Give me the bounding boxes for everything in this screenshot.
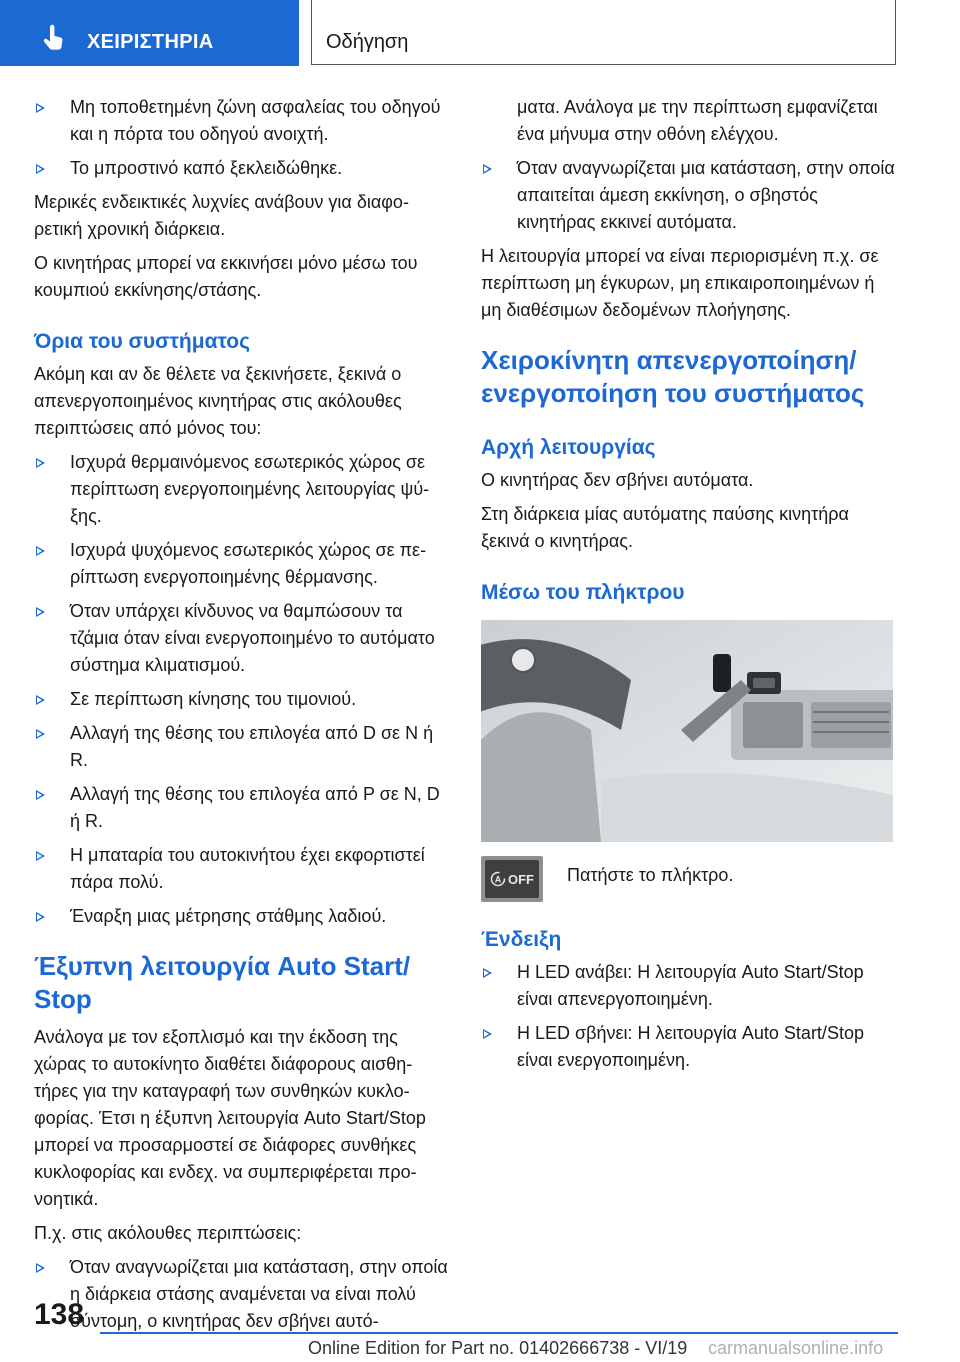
- paragraph: Η λειτουργία μπορεί να είναι περιορισμένη π.χ. σε περίπτωση μη έγκυρων, μη επικαιροποιημένων ή μη διαθέσιμων δεδομένων πλοήγησης.: [481, 246, 879, 320]
- bullet-arrow-icon: [36, 546, 45, 556]
- list-item-text: Όταν υπάρχει κίνδυνος να θαμπώσουν τα τζάμια όταν είναι ενεργοποιημένο το αυτόματο σύστημα κλιματισμού.: [70, 601, 435, 675]
- list-item-text: Αλλαγή της θέσης του επιλογέα από D σε N ή R.: [70, 723, 434, 770]
- list-item-text: Ισχυρά θερμαινόμενος εσωτερικός χώρος σε περίπτωση ενεργοποιημένης λειτουργίας ψύξης.: [70, 452, 430, 526]
- section-title: Οδήγηση: [326, 31, 409, 53]
- list-item: [34, 781, 450, 835]
- bullet-arrow-icon: [36, 164, 45, 174]
- list-item-text: Η LED σβήνει: Η λειτουργία Auto Start/Stop είναι ενεργοποιημένη.: [517, 1023, 864, 1070]
- bullet-arrow-icon: [36, 1263, 45, 1273]
- paragraph: Στη διάρκεια μίας αυτόματης παύσης κινητήρα ξεκινά ο κινητήρας.: [481, 504, 849, 551]
- auto-start-stop-button[interactable]: [481, 856, 543, 902]
- list-item: [34, 842, 450, 896]
- heading-manual-toggle: Χειροκίνητη απενεργοποίηση/ ενεργοποίηση του συστήματος: [481, 345, 865, 408]
- heading-indicator: Ένδειξη: [481, 928, 562, 951]
- right-column: [481, 94, 899, 1081]
- list-item-text: Ισχυρά ψυχόμενος εσωτερικός χώρος σε περίπτωση ενεργοποιημένης θέρμανσης.: [70, 540, 427, 587]
- list-item: [34, 1254, 450, 1335]
- list-item-text: Το μπροστινό καπό ξεκλειδώθηκε.: [70, 158, 343, 178]
- list-item: [34, 903, 450, 930]
- page-number: 138: [34, 1298, 85, 1331]
- hand-pointer-icon: [40, 24, 68, 52]
- section-header: [311, 0, 896, 65]
- footer-divider: [100, 1332, 898, 1334]
- list-item: [34, 720, 450, 774]
- list-item-text: Αλλαγή της θέσης του επιλογέα από P σε N, D ή R.: [70, 784, 440, 831]
- list-item: [34, 686, 450, 713]
- bullet-arrow-icon: [483, 164, 492, 174]
- bullet-arrow-icon: [36, 607, 45, 617]
- bullet-arrow-icon: [36, 912, 45, 922]
- auto-start-stop-icon: [490, 871, 506, 887]
- bullet-arrow-icon: [36, 851, 45, 861]
- list-item: [481, 959, 899, 1013]
- list-item-text: Όταν αναγνωρίζεται μια κατάσταση, στην οποία η διάρκεια στάσης αναμένεται να είναι πολύ σύντομη, ο κινητήρας δεν σβήνει αυτό-: [70, 1257, 448, 1331]
- list-item: [34, 94, 450, 148]
- button-row: [481, 856, 899, 902]
- bullet-arrow-icon: [36, 729, 45, 739]
- list-item-text: Όταν αναγνωρίζεται μια κατάσταση, στην οποία απαιτείται άμεση εκκίνηση, ο σβηστός κινητήρας εκκινεί αυτόματα.: [517, 158, 895, 232]
- list-item-text: Έναρξη μιας μέτρησης στάθμης λαδιού.: [70, 906, 387, 926]
- paragraph-continuation: ματα. Ανάλογα με την περίπτωση εμφανίζεται ένα μήνυμα στην οθόνη ελέγχου.: [517, 97, 878, 144]
- list-item-text: Η LED ανάβει: Η λειτουργία Auto Start/Stop είναι απενεργοποιημένη.: [517, 962, 864, 1009]
- heading-via-button: Μέσω του πλήκτρου: [481, 581, 685, 604]
- left-column: [34, 94, 450, 1342]
- dashboard-photo: [481, 620, 893, 842]
- heading-system-limits: Όρια του συστήματος: [34, 330, 251, 353]
- paragraph: Ακόμη και αν δε θέλετε να ξεκινήσετε, ξεκινά ο απενεργοποιημένος κινητήρας στις ακόλουθες περιπτώσεις από μόνος του:: [34, 364, 402, 438]
- dashboard-illustration: [481, 620, 893, 842]
- list-item: [34, 155, 450, 182]
- paragraph: Ο κινητήρας μπορεί να εκκινήσει μόνο μέσω του κουμπιού εκκίνησης/στάσης.: [34, 253, 418, 300]
- button-label: OFF: [508, 871, 534, 887]
- chapter-tab[interactable]: [0, 0, 299, 66]
- watermark: carmanualsonline.info: [708, 1338, 884, 1358]
- button-caption: Πατήστε το πλήκτρο.: [567, 865, 734, 885]
- paragraph: Μερικές ενδεικτικές λυχνίες ανάβουν για διαφορετική χρονική διάρκεια.: [34, 192, 409, 239]
- bullet-arrow-icon: [36, 458, 45, 468]
- list-item: [481, 1020, 899, 1074]
- bullet-arrow-icon: [483, 1029, 492, 1039]
- bullet-arrow-icon: [36, 103, 45, 113]
- logo-emblem: [511, 648, 535, 672]
- edition-note: Online Edition for Part no. 01402666738 - VI/19: [308, 1338, 688, 1358]
- paragraph: Ανάλογα με τον εξοπλισμό και την έκδοση της χώρας το αυτοκίνητο διαθέτει διάφορους αισθητήρες για την καταγραφή των συνθηκών κυκλοφορίας. Έτσι η έξυπνη λειτουργία Auto Start/Stop μπορεί να προσαρμοστεί σε διάφορες συνθήκες κυκλοφορίας και ενδεχ. να συμπεριφέρεται προνοητικά.: [34, 1027, 426, 1209]
- list-item: [34, 449, 450, 530]
- list-item-text: Σε περίπτωση κίνησης του τιμονιού.: [70, 689, 357, 709]
- list-item-text: Μη τοποθετημένη ζώνη ασφαλείας του οδηγού και η πόρτα του οδηγού ανοιχτή.: [70, 97, 441, 144]
- bullet-arrow-icon: [36, 695, 45, 705]
- list-item: [481, 155, 899, 236]
- list-item: [34, 537, 450, 591]
- chapter-tab-label: ΧΕΙΡΙΣΤΗΡΙΑ: [87, 31, 214, 53]
- list-item: [34, 598, 450, 679]
- svg-text:A: A: [494, 874, 502, 885]
- bullet-arrow-icon: [483, 968, 492, 978]
- heading-smart-auto-start-stop: Έξυπνη λειτουργία Auto Start/ Stop: [34, 951, 411, 1014]
- paragraph: Ο κινητήρας δεν σβήνει αυτόματα.: [481, 470, 754, 490]
- paragraph: Π.χ. στις ακόλουθες περιπτώσεις:: [34, 1223, 302, 1243]
- list-item-text: Η μπαταρία του αυτοκινήτου έχει εκφορτιστεί πάρα πολύ.: [70, 845, 425, 892]
- heading-principle: Αρχή λειτουργίας: [481, 436, 656, 459]
- bullet-arrow-icon: [36, 790, 45, 800]
